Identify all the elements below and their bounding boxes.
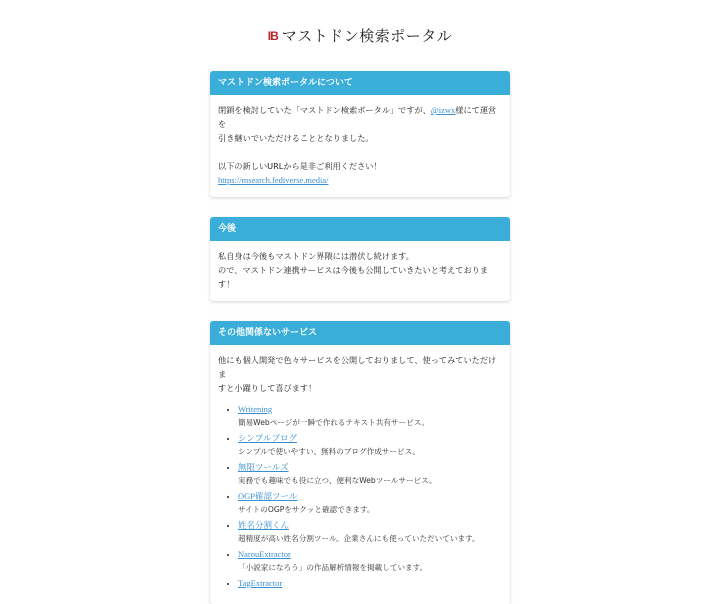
about-line-1-suffix: 様にて運営を — [218, 105, 497, 129]
future-line-1: 私自身は今後もマストドン界隈には潜伏し続けます。 — [218, 251, 414, 261]
service-item — [238, 403, 502, 429]
future-line-2: ので、マストドン連携サービスは今後も公開していきたいと考えております！ — [218, 265, 489, 289]
service-link-mugen-tools[interactable]: 無限ツールズ — [238, 462, 289, 472]
service-link-tag-extractor[interactable]: TagExtractor — [238, 578, 283, 588]
service-link-ogp-checker[interactable]: OGP確認ツール — [238, 491, 298, 501]
service-item — [238, 461, 502, 487]
service-link-name-splitter[interactable]: 姓名分割くん — [238, 520, 290, 530]
logo-mark-icon: IB — [267, 28, 278, 43]
about-card — [210, 71, 510, 197]
other-intro-2: すと小躍りして喜びます！ — [218, 383, 317, 393]
other-intro-1: 他にも個人開発で色々サービスを公開しておりまして、使ってみていただけま — [218, 355, 497, 379]
future-card-title: 今後 — [210, 217, 510, 241]
site-logo[interactable] — [268, 25, 453, 46]
service-desc: 「小説家になろう」の作品解析情報を掲載しています。 — [238, 562, 428, 572]
future-card — [210, 217, 510, 301]
service-link-writening[interactable]: Writening — [238, 404, 273, 414]
service-desc: 簡易Webページが一瞬で作れるテキスト共有サービス。 — [238, 417, 430, 427]
service-desc: サイトのOGPをサクッと確認できます。 — [238, 504, 375, 514]
about-line-1-text: 閉鎖を検討していた「マストドン検索ポータル」ですが、 — [218, 105, 431, 115]
about-line-2: 引き継いでいただけることとなりました。 — [218, 133, 374, 143]
service-list — [218, 403, 502, 591]
about-card-body — [210, 95, 510, 197]
service-desc: 超精度が高い姓名分割ツール。企業さんにも使っていただいています。 — [238, 533, 480, 543]
about-line-3: 以下の新しいURLから是非ご利用ください！ — [218, 161, 382, 171]
service-item — [238, 519, 502, 545]
other-services-body — [210, 345, 510, 604]
future-card-body — [210, 241, 510, 301]
service-desc: シンプルで使いやすい、無料のブログ作成サービス。 — [238, 446, 420, 456]
service-desc: 実務でも趣味でも役に立つ、便利なWebツールサービス。 — [238, 475, 437, 485]
service-link-simple-blog[interactable]: シンプルブログ — [238, 433, 297, 443]
izwx-link[interactable]: @izwx — [430, 105, 456, 115]
service-item — [238, 490, 502, 516]
new-url-link[interactable]: https://msearch.fediverse.media/ — [218, 175, 329, 185]
other-services-title: その他関係ないサービス — [210, 321, 510, 345]
site-title: マストドン検索ポータル — [281, 26, 453, 45]
service-link-narou-extractor[interactable]: NarouExtractor — [238, 549, 291, 559]
service-item — [238, 432, 502, 458]
page-header — [0, 0, 720, 70]
other-services-card — [210, 321, 510, 604]
service-item — [238, 577, 502, 591]
service-item — [238, 548, 502, 574]
about-card-title: マストドン検索ポータルについて — [210, 71, 510, 95]
about-line-1 — [218, 103, 502, 131]
